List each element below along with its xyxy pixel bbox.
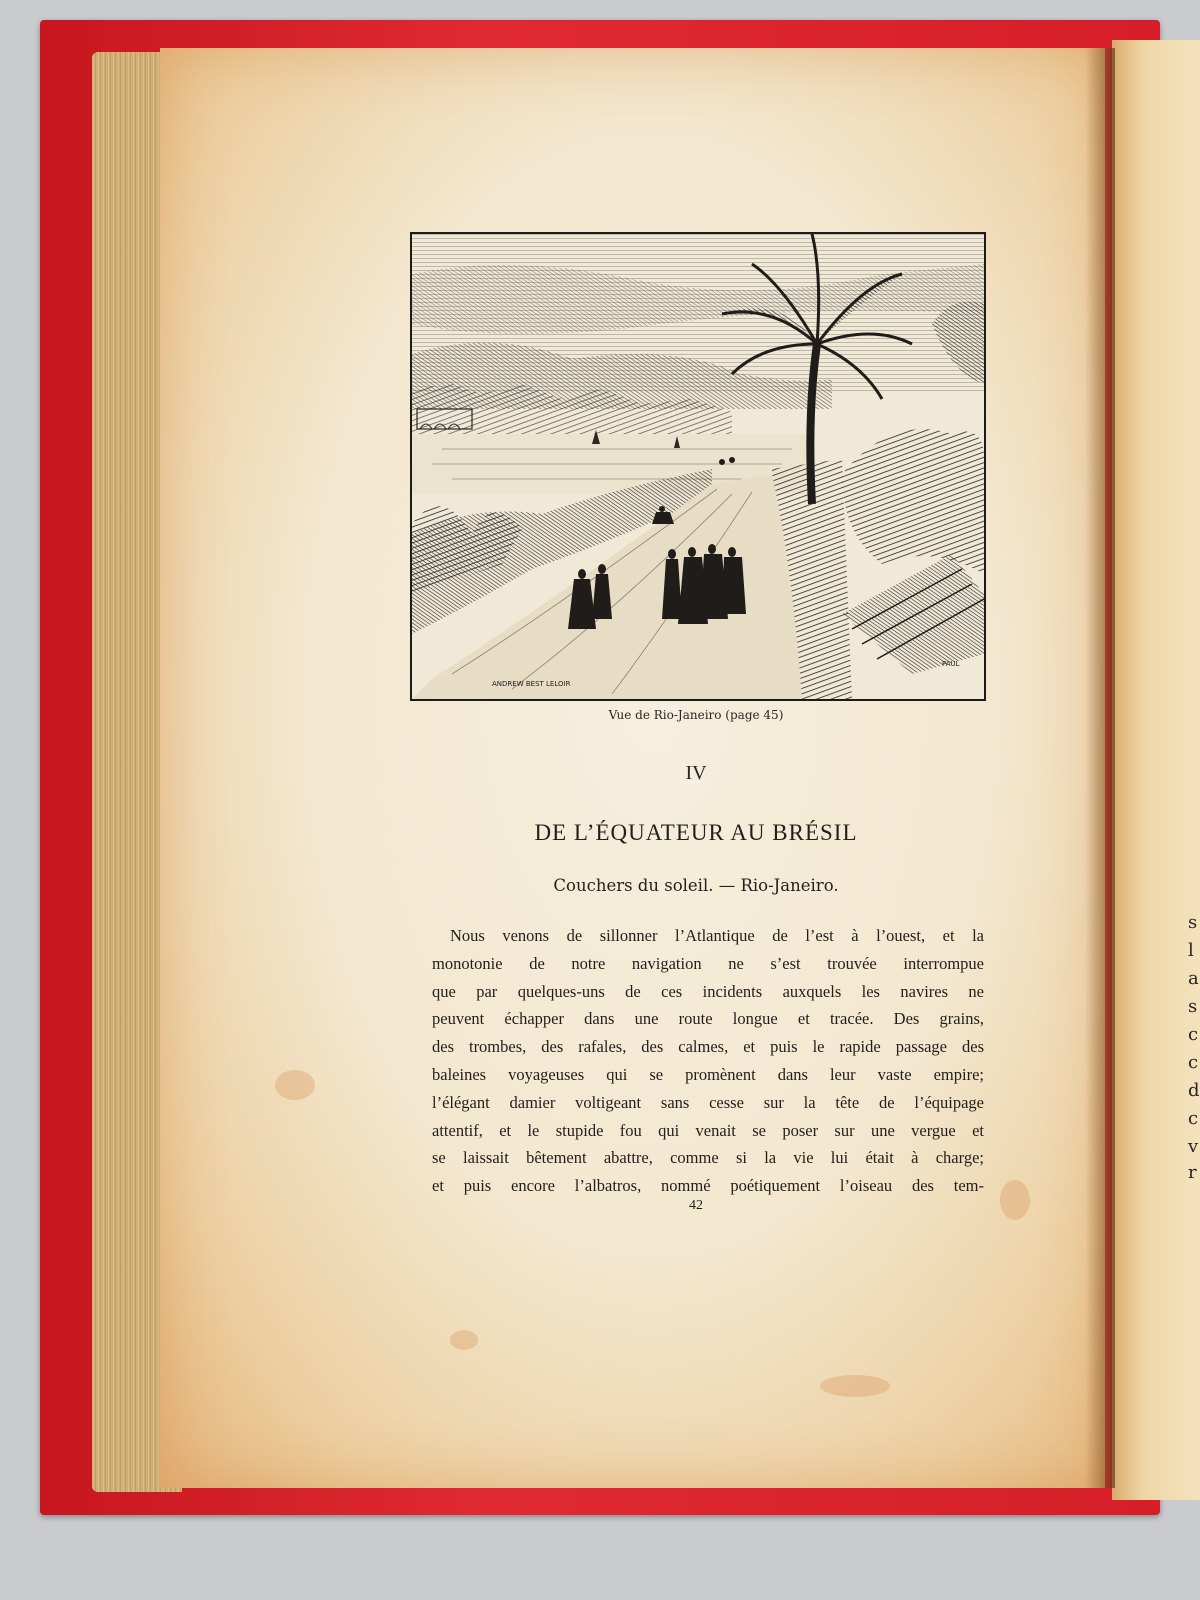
right-page-letter: s [1188,912,1198,933]
foxing-spot [1000,1180,1030,1220]
illustration-caption: Vue de Rio-Janeiro (page 45) [608,708,784,722]
right-page [1112,40,1200,1500]
right-page-letter: l [1188,940,1194,961]
text-line: attentif, et le stupide fou qui venait se poser sur une vergue et [432,1120,984,1140]
engraver-right: PAUL [942,660,960,668]
right-page-letter: c [1188,1052,1199,1073]
text-line: et puis encore l’albatros, nommé poétiquement l’oiseau des tem- [432,1176,984,1196]
text-line: des trombes, des rafales, des calmes, et puis le rapide passage des [432,1037,984,1057]
right-page-letter: d [1188,1080,1200,1101]
chapter-title: DE L’ÉQUATEUR AU BRÉSIL [534,820,858,845]
foxing-spot [275,1070,315,1100]
text-line: baleines voyageuses qui se promènent dans leur vaste empire; [432,1064,984,1084]
foxing-spot [820,1375,890,1397]
text-line: peuvent échapper dans une route longue et tracée. Des grains, [432,1009,984,1029]
text-line: Nous venons de sillonner l’Atlantique de l’est à l’ouest, et la [450,926,984,945]
chapter-subtitle: Couchers du soleil. — Rio-Janeiro. [553,876,839,895]
chapter-number: IV [685,762,707,784]
text-line: que par quelques-uns de ces incidents auxquels les navires ne [432,981,984,1001]
right-page-letter: a [1188,968,1199,989]
right-page-letter: c [1188,1024,1199,1045]
body-text [432,922,984,1200]
text-line: monotonie de notre navigation ne s’est trouvée interrompue [432,953,984,973]
text-line: l’élégant damier voltigeant sans cesse sur la tête de l’équipage [432,1092,984,1112]
gutter-shadow [1085,48,1115,1488]
right-page-letter: c [1188,1108,1199,1129]
right-page-letter: v [1188,1136,1199,1157]
rio-janeiro-engraving [410,232,986,701]
text-line: se laissait bêtement abattre, comme si la vie lui était à charge; [432,1148,984,1168]
right-page-letter: r [1188,1162,1197,1183]
page-number: 42 [689,1198,703,1213]
right-page-letter: s [1188,996,1198,1017]
foxing-spot [450,1330,478,1350]
engraver-left: ANDREW BEST LELOIR [492,680,571,688]
